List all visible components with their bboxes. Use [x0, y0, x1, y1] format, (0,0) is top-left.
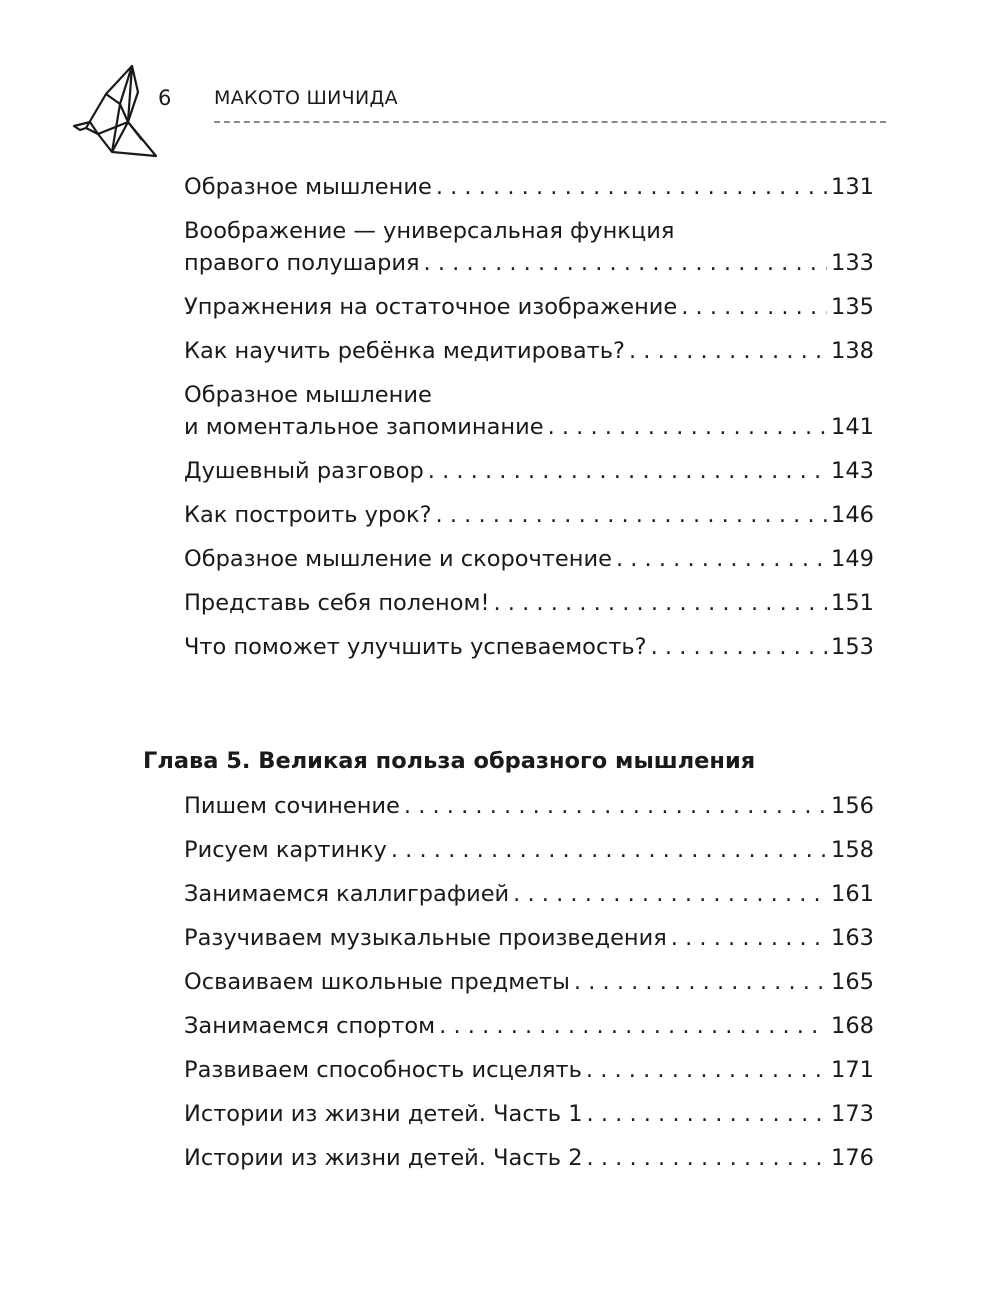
toc-entry[interactable] [184, 1098, 874, 1130]
toc-chapter5-list [184, 790, 874, 1186]
origami-bird-icon [72, 64, 162, 160]
toc-entry-title: Душевный разговор [184, 458, 424, 484]
toc-entry-title: Рисуем картинку [184, 837, 387, 863]
page-number: 6 [158, 86, 172, 110]
toc-section-list [184, 171, 874, 675]
dot-leader [616, 543, 827, 575]
toc-entry-title: Пишем сочинение [184, 793, 400, 819]
dot-leader [681, 291, 827, 323]
toc-page-number: 171 [831, 1057, 874, 1083]
toc-entry-title: Истории из жизни детей. Часть 2 [184, 1145, 583, 1171]
toc-page-number: 165 [831, 969, 874, 995]
toc-entry-title: Разучиваем музыкальные произведения [184, 925, 667, 951]
toc-entry[interactable] [184, 966, 874, 998]
dot-leader [513, 878, 827, 910]
toc-entry-title: Осваиваем школьные предметы [184, 969, 570, 995]
toc-entry-title: Образное мышление [184, 174, 432, 200]
toc-entry-title-cont: правого полушария [184, 250, 420, 276]
dot-leader [629, 335, 827, 367]
toc-page-number: 173 [831, 1101, 874, 1127]
toc-page-number: 156 [831, 793, 874, 819]
dot-leader [586, 1054, 827, 1086]
toc-entry-title: Упражнения на остаточное изображение [184, 294, 678, 320]
chapter-heading[interactable]: Глава 5. Великая польза образного мышления [143, 748, 756, 774]
toc-entry-title: Образное мышление [184, 382, 432, 408]
dot-leader [651, 631, 827, 663]
dot-leader [671, 922, 827, 954]
toc-entry[interactable] [184, 1054, 874, 1086]
toc-entry[interactable] [184, 790, 874, 822]
dot-leader [404, 790, 827, 822]
header-divider [214, 121, 886, 123]
toc-entry[interactable] [184, 499, 874, 531]
toc-entry-title: Как научить ребёнка медитировать? [184, 338, 625, 364]
toc-entry[interactable] [184, 878, 874, 910]
toc-entry-title: Истории из жизни детей. Часть 1 [184, 1101, 583, 1127]
toc-entry[interactable] [184, 922, 874, 954]
toc-entry-title: Занимаемся спортом [184, 1013, 436, 1039]
dot-leader [391, 834, 827, 866]
toc-entry[interactable] [184, 1142, 874, 1174]
toc-entry[interactable] [184, 171, 874, 203]
toc-entry[interactable] [184, 834, 874, 866]
toc-page-number: 131 [831, 174, 874, 200]
toc-page-number: 176 [831, 1145, 874, 1171]
toc-page-number: 146 [831, 502, 874, 528]
dot-leader [548, 411, 827, 443]
dot-leader [494, 587, 828, 619]
dot-leader [424, 247, 828, 279]
dot-leader [428, 455, 827, 487]
toc-page-number: 151 [831, 590, 874, 616]
toc-entry[interactable] [184, 543, 874, 575]
toc-entry[interactable] [184, 1010, 874, 1042]
toc-entry[interactable] [184, 335, 874, 367]
toc-entry-title: Представь себя поленом! [184, 590, 490, 616]
toc-page-number: 133 [831, 250, 874, 276]
dot-leader [436, 171, 827, 203]
toc-page-number: 149 [831, 546, 874, 572]
toc-page-number: 168 [831, 1013, 874, 1039]
toc-page-number: 163 [831, 925, 874, 951]
toc-entry-title: Образное мышление и скорочтение [184, 546, 612, 572]
toc-page-number: 141 [831, 414, 874, 440]
toc-entry-title-cont: и моментальное запоминание [184, 414, 544, 440]
toc-entry[interactable] [184, 631, 874, 663]
toc-entry[interactable] [184, 455, 874, 487]
toc-entry-title: Развиваем способность исцелять [184, 1057, 582, 1083]
toc-page-number: 153 [831, 634, 874, 660]
dot-leader [587, 1142, 828, 1174]
toc-entry-title: Что поможет улучшить успеваемость? [184, 634, 647, 660]
running-header-author: МАКОТО ШИЧИДА [214, 87, 398, 109]
dot-leader [574, 966, 827, 998]
dot-leader [439, 1010, 827, 1042]
toc-entry-title: Воображение — универсальная функция [184, 218, 675, 244]
toc-entry[interactable] [184, 379, 874, 443]
dot-leader [587, 1098, 828, 1130]
toc-entry-title: Занимаемся каллиграфией [184, 881, 510, 907]
toc-entry-title: Как построить урок? [184, 502, 432, 528]
toc-page-number: 161 [831, 881, 874, 907]
toc-entry[interactable] [184, 587, 874, 619]
toc-page-number: 143 [831, 458, 874, 484]
toc-page-number: 138 [831, 338, 874, 364]
toc-entry[interactable] [184, 291, 874, 323]
dot-leader [436, 499, 828, 531]
toc-page-number: 158 [831, 837, 874, 863]
toc-page-number: 135 [831, 294, 874, 320]
toc-entry[interactable] [184, 215, 874, 279]
